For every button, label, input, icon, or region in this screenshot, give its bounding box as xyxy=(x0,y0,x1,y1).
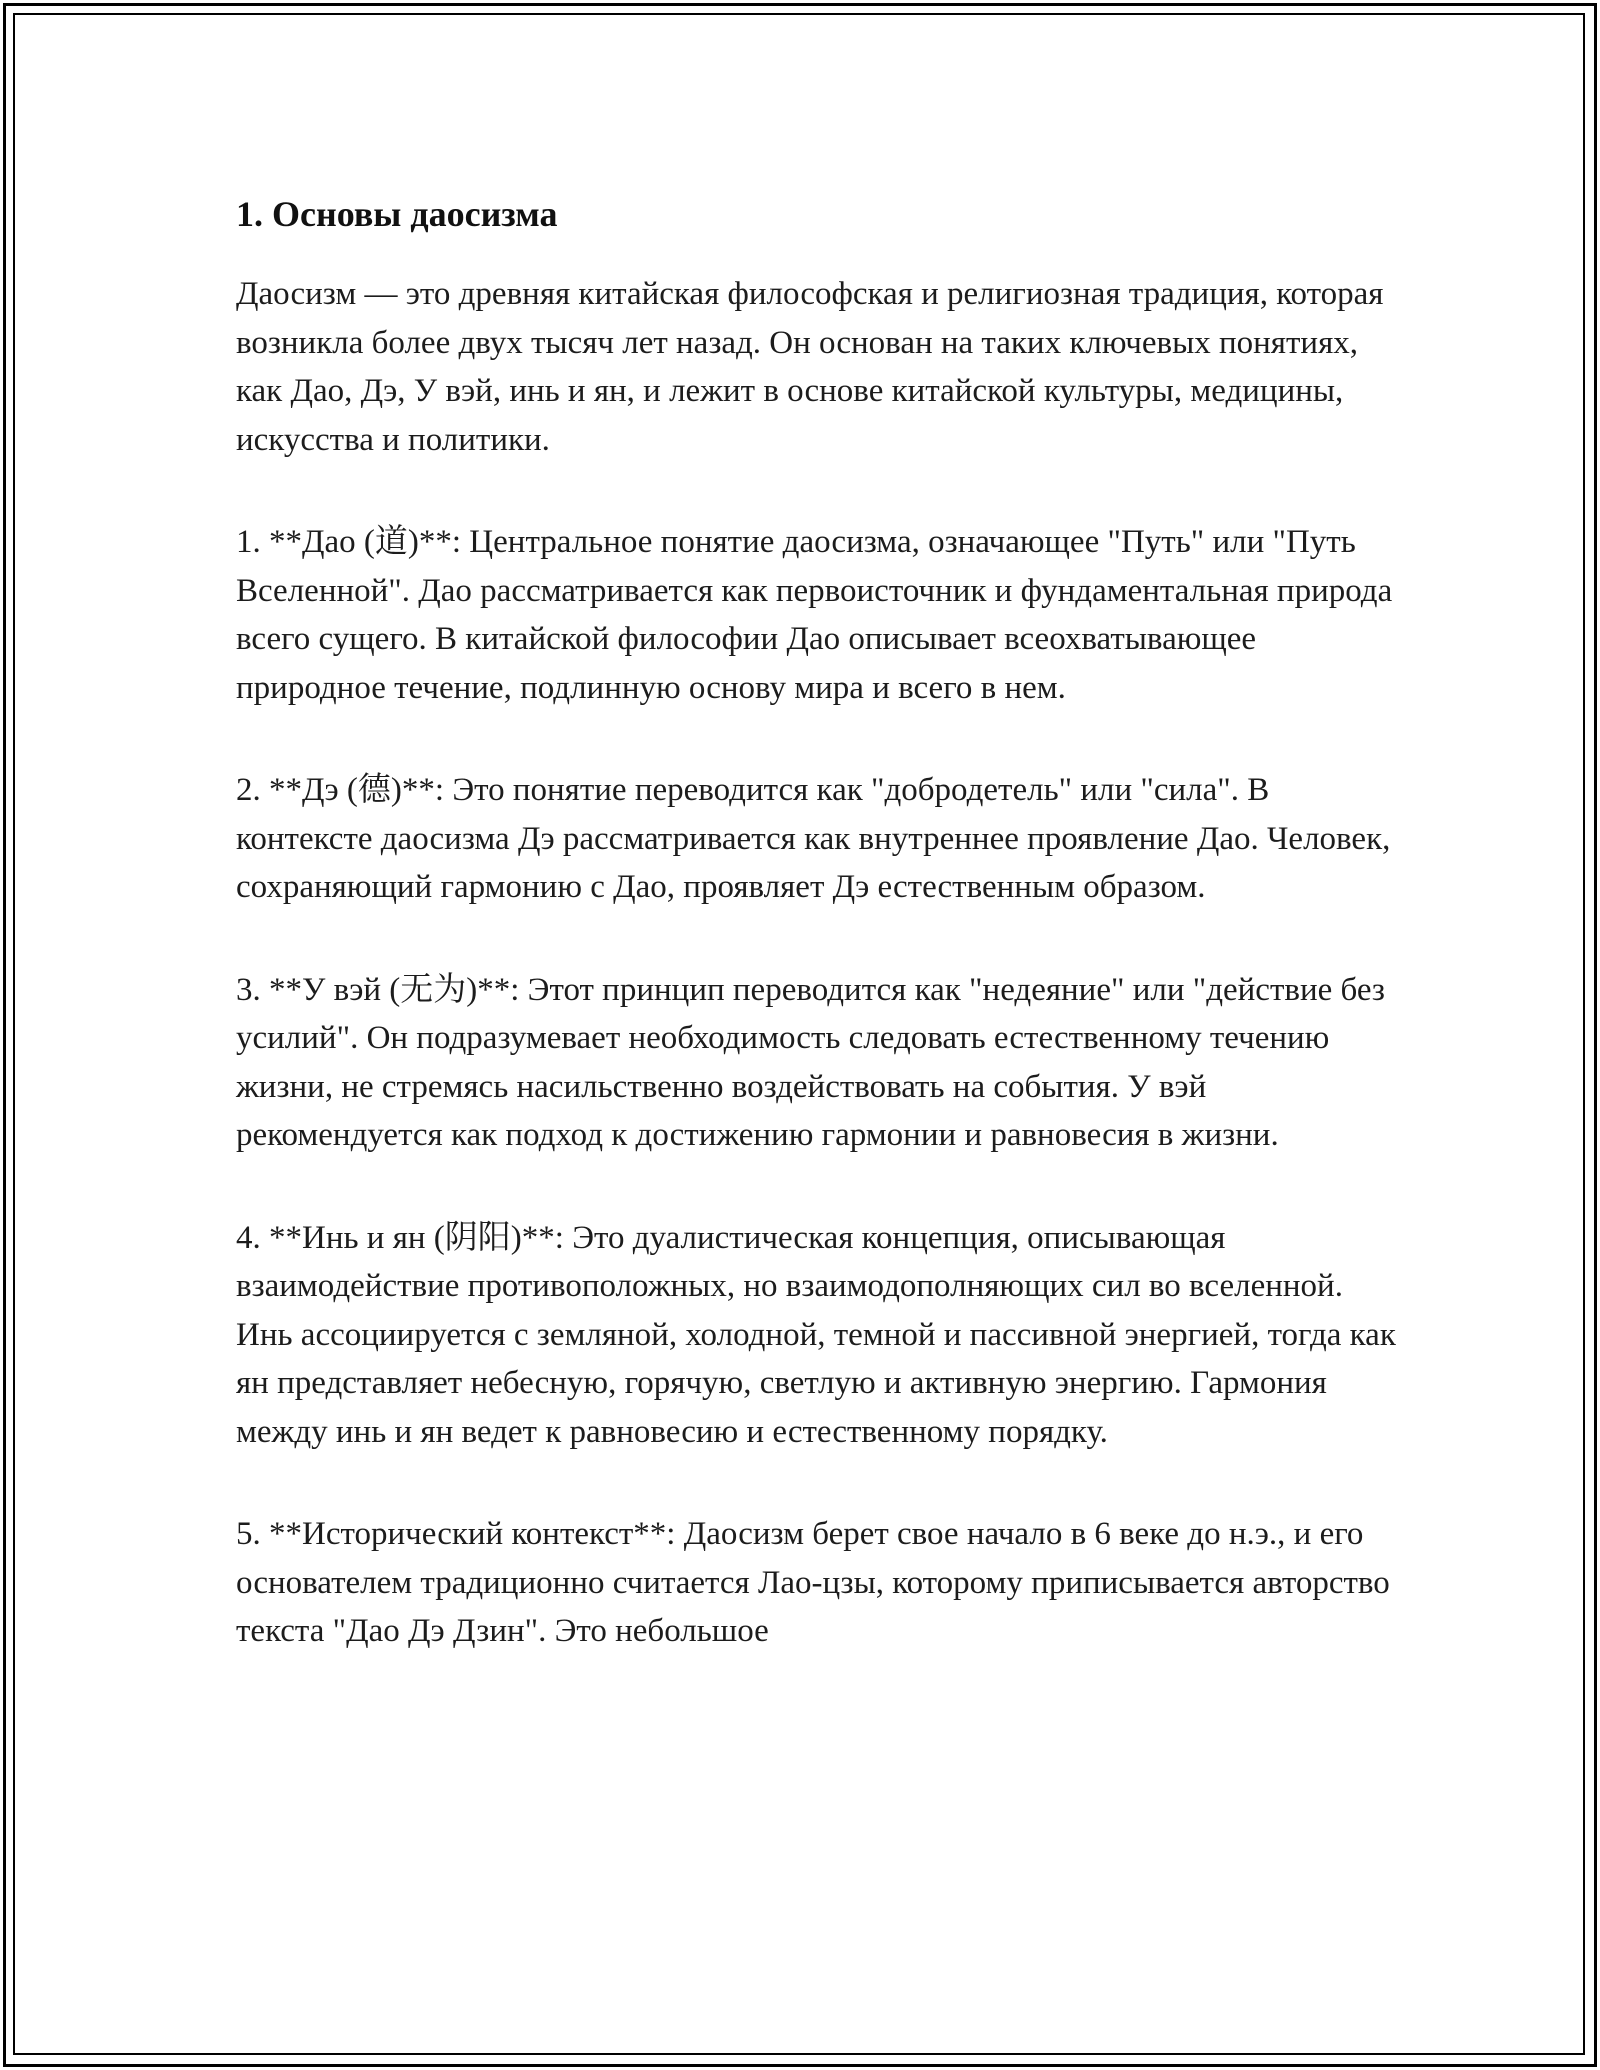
document-page xyxy=(236,188,1396,1710)
section-heading: 1. Основы даосизма xyxy=(236,194,558,234)
list-item-yin-yang: 4. **Инь и ян (阴阳)**: Это дуалистическая концепция, описывающая взаимодействие противоположных, но взаимодополняющих сил во вселенной. Инь ассоциируется с земляной, холодной, темной и пассивной энергией, тогда как ян представляет небесную, горячую, светлую и активную энергию. Гармония между инь и ян ведет к равновесию и естественному порядку. xyxy=(236,1219,1396,1450)
list-item-dao: 1. **Дао (道)**: Центральное понятие даосизма, означающее "Путь" или "Путь Вселенной". Дао рассматривается как первоисточник и фундаментальная природа всего сущего. В китайской философии Дао описывает всеохватывающее природное течение, подлинную основу мира и всего в нем. xyxy=(236,524,1393,706)
intro-paragraph: Даосизм — это древняя китайская философская и религиозная традиция, которая возникла более двух тысяч лет назад. Он основан на таких ключевых понятиях, как Дао, Дэ, У вэй, инь и ян, и лежит в основе китайской культуры, медицины, искусства и политики. xyxy=(236,276,1384,458)
list-item-de: 2. **Дэ (德)**: Это понятие переводится как "добродетель" или "сила". В контексте даосизма Дэ рассматривается как внутреннее проявление Дао. Человек, сохраняющий гармонию с Дао, проявляет Дэ естественным образом. xyxy=(236,772,1391,905)
list-item-wu-wei: 3. **У вэй (无为)**: Этот принцип переводится как "недеяние" или "действие без усилий". Он подразумевает необходимость следовать естественному течению жизни, не стремясь насильственно воздействовать на события. У вэй рекомендуется как подход к достижению гармонии и равновесия в жизни. xyxy=(236,971,1385,1153)
list-item-history: 5. **Исторический контекст**: Даосизм берет свое начало в 6 веке до н.э., и его основателем традиционно считается Лао-цзы, которому приписывается авторство текста "Дао Дэ Дзин". Это небольшое xyxy=(236,1516,1390,1649)
